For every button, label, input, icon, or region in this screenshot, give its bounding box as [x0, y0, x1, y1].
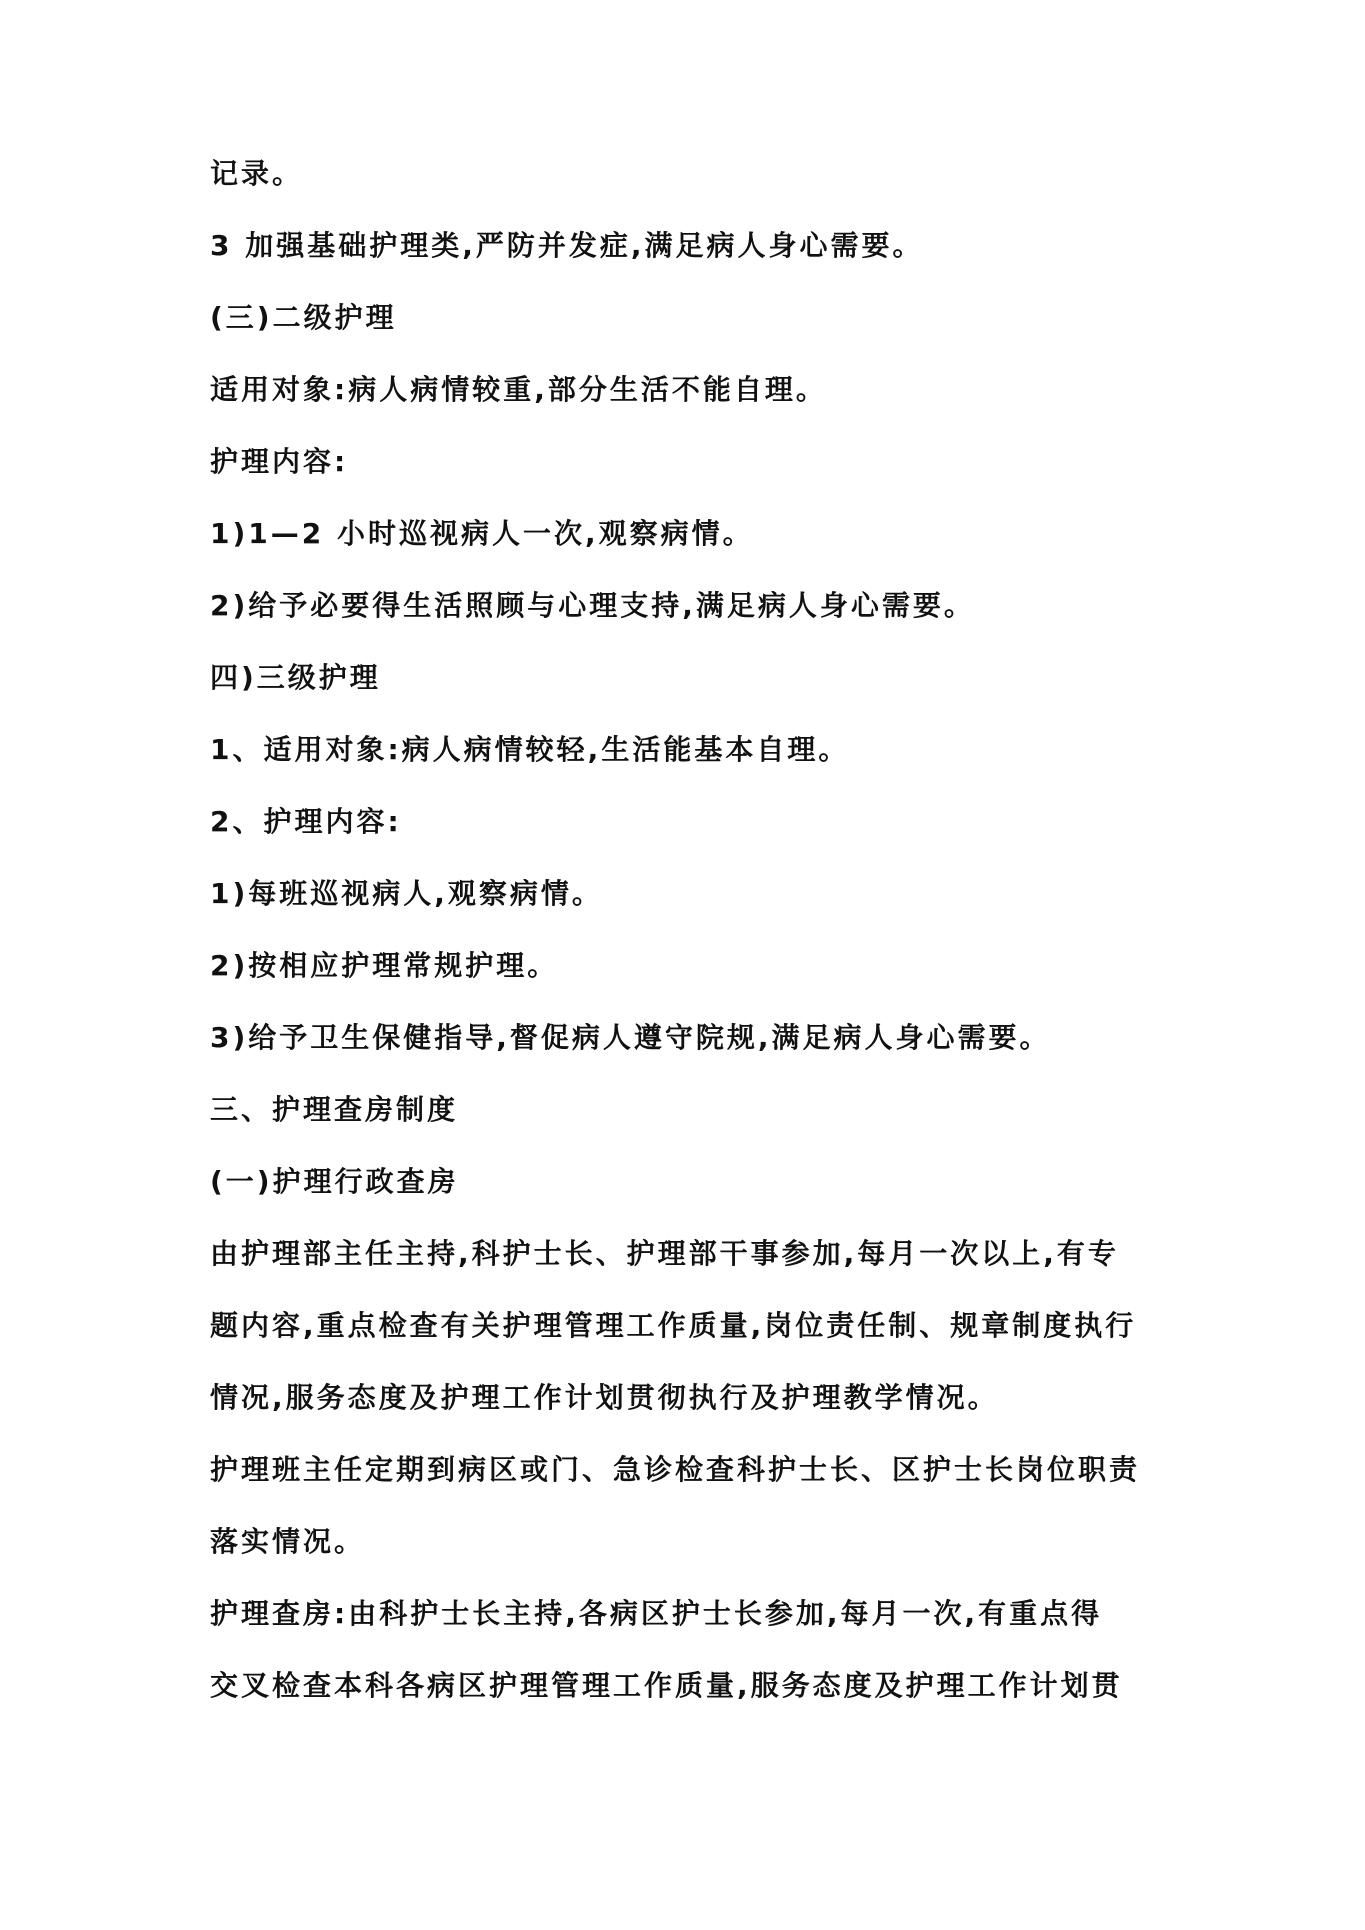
text-line: 护理内容: — [210, 445, 349, 478]
text-line: 记录。 — [210, 157, 304, 190]
text-line: 交叉检查本科各病区护理管理工作质量,服务态度及护理工作计划贯 — [210, 1669, 1123, 1702]
text-line: 情况,服务态度及护理工作计划贯彻执行及护理教学情况。 — [210, 1381, 999, 1414]
section-heading: (一)护理行政查房 — [210, 1165, 459, 1198]
text-line: 1)每班巡视病人,观察病情。 — [210, 877, 603, 910]
text-line: 2)按相应护理常规护理。 — [210, 949, 559, 982]
section-heading: 三、护理查房制度 — [210, 1093, 459, 1126]
text-line: 1)1—2 小时巡视病人一次,观察病情。 — [210, 517, 754, 550]
text-line: 3 加强基础护理类,严防并发症,满足病人身心需要。 — [210, 229, 924, 262]
text-line: 1、适用对象:病人病情较轻,生活能基本自理。 — [210, 733, 850, 766]
text-line: 由护理部主任主持,科护士长、护理部干事参加,每月一次以上,有专 — [210, 1237, 1119, 1270]
text-line: 2)给予必要得生活照顾与心理支持,满足病人身心需要。 — [210, 589, 975, 622]
section-heading: (三)二级护理 — [210, 301, 397, 334]
text-line: 落实情况。 — [210, 1525, 366, 1558]
text-line: 题内容,重点检查有关护理管理工作质量,岗位责任制、规章制度执行 — [210, 1309, 1137, 1342]
text-line: 护理查房:由科护士长主持,各病区护士长参加,每月一次,有重点得 — [210, 1597, 1103, 1630]
text-line: 护理班主任定期到病区或门、急诊检查科护士长、区护士长岗位职责 — [210, 1453, 1141, 1486]
text-line: 适用对象:病人病情较重,部分生活不能自理。 — [210, 373, 827, 406]
text-line: 2、护理内容: — [210, 805, 402, 838]
text-line: 3)给予卫生保健指导,督促病人遵守院规,满足病人身心需要。 — [210, 1021, 1051, 1054]
section-heading: 四)三级护理 — [210, 661, 381, 694]
